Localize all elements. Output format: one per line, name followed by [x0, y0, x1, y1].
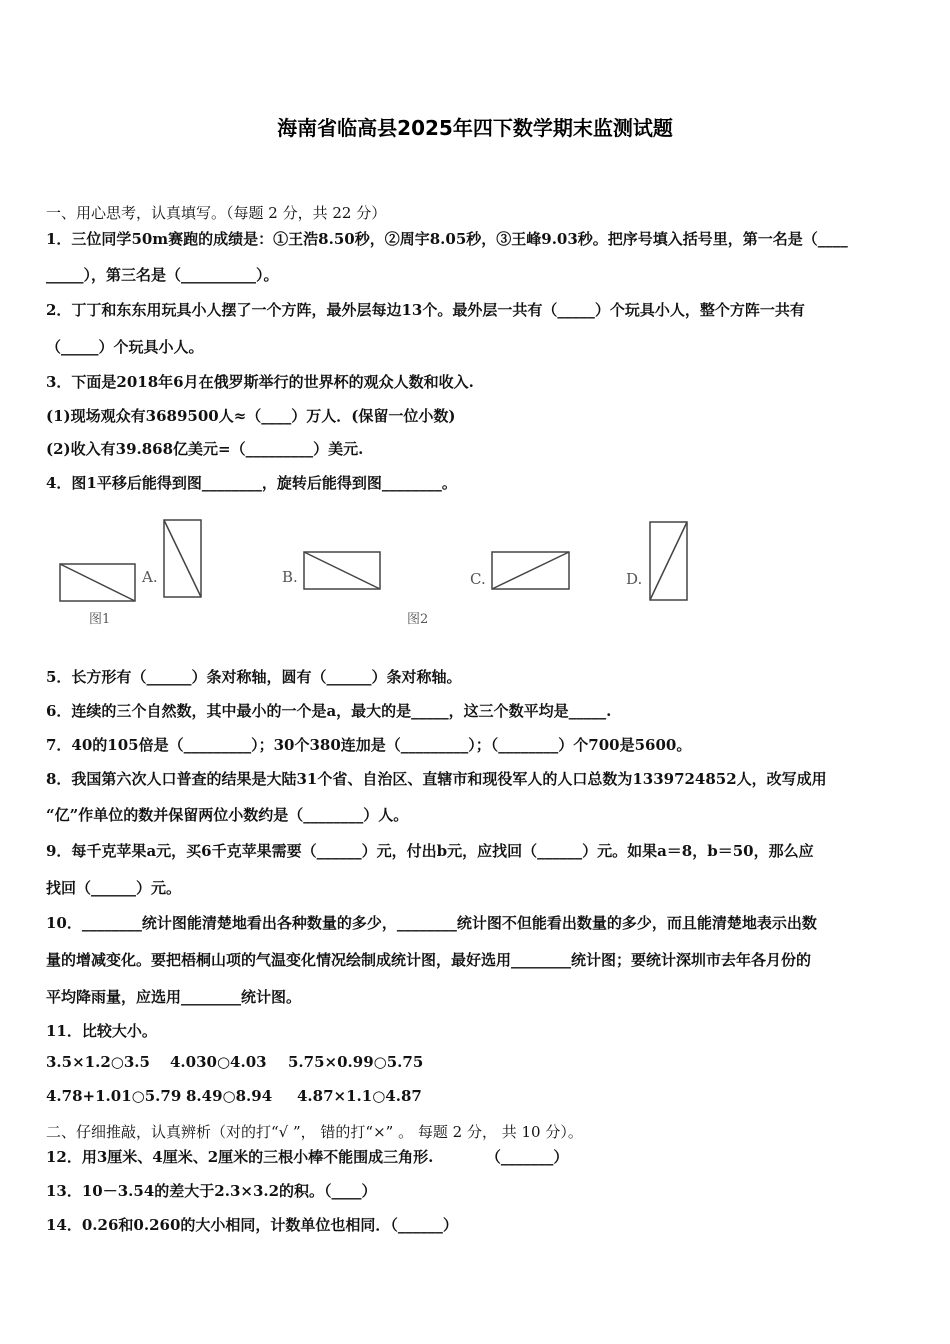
compare-item: 8.49○8.94	[186, 1087, 273, 1105]
section-heading-2: 二、仔细推敲，认真辨析（对的打“√ ”， 错的打“×” 。 每题 2 分， 共 10 分）。	[46, 1123, 583, 1141]
question-11: 11．比较大小。	[46, 1022, 157, 1040]
question-13: 13．10－3.54的差大于2.3×3.2的积。（____）	[46, 1182, 377, 1200]
question-14: 14．0.26和0.260的大小相同，计数单位也相同．（______）	[46, 1216, 458, 1234]
figure-1-diagonal	[60, 564, 135, 601]
option-b-diagonal	[304, 552, 380, 589]
question-10-line-2: 量的增减变化。要把梧桐山项的气温变化情况绘制成统计图，最好选用________统计图；要统计深圳市去年各月份的	[46, 951, 812, 969]
question-2-line-2: （_____）个玩具小人。	[46, 338, 204, 356]
question-10-line-3: 平均降雨量，应选用________统计图。	[46, 988, 302, 1006]
page-title: 海南省临高县2025年四下数学期末监测试题	[277, 116, 673, 140]
option-b-label: B.	[282, 568, 298, 586]
question-3: 3．下面是2018年6月在俄罗斯举行的世界杯的观众人数和收入.	[46, 373, 474, 391]
question-12: 12．用3厘米、4厘米、2厘米的三根小棒不能围成三角形. （_______）	[46, 1148, 569, 1166]
question-5: 5．长方形有（______）条对称轴，圆有（______）条对称轴。	[46, 668, 462, 686]
question-8-line-2: “亿”作单位的数并保留两位小数约是（________）人。	[46, 806, 409, 824]
figure-1-caption: 图1	[89, 612, 111, 627]
option-d-label: D.	[626, 570, 643, 588]
compare-item: 4.78+1.01○5.79	[46, 1087, 182, 1105]
question-3-part-2: (2)收入有39.868亿美元=（_________）美元.	[46, 440, 364, 458]
question-1-line-1: 1．三位同学50m赛跑的成绩是：①王浩8.50秒，②周宇8.05秒，③王峰9.03秒。把序号填入括号里，第一名是（____	[46, 230, 848, 248]
question-1-line-2: _____），第三名是（__________）。	[46, 266, 279, 284]
option-c-diagonal	[492, 552, 569, 589]
option-d-diagonal	[650, 522, 687, 600]
option-a-label: A.	[142, 568, 158, 586]
compare-item: 4.030○4.03	[170, 1053, 267, 1071]
compare-item: 3.5×1.2○3.5	[46, 1053, 150, 1071]
question-8-line-1: 8．我国第六次人口普查的结果是大陆31个省、自治区、直辖市和现役军人的人口总数为1339724852人，改写成用	[46, 770, 827, 788]
question-6: 6．连续的三个自然数，其中最小的一个是a，最大的是_____，这三个数平均是_____.	[46, 702, 612, 720]
figure-2-caption: 图2	[407, 612, 429, 627]
section-heading-1: 一、用心思考，认真填写。（每题 2 分，共 22 分）	[46, 204, 387, 222]
option-a-diagonal	[164, 520, 201, 597]
question-3-part-1: (1)现场观众有3689500人≈（____）万人．(保留一位小数)	[46, 407, 456, 425]
question-4: 4．图1平移后能得到图________，旋转后能得到图________。	[46, 474, 457, 492]
question-7: 7．40的105倍是（_________）；30个380连加是（_________）；（________）个700是5600。	[46, 736, 692, 754]
question-2-line-1: 2．丁丁和东东用玩具小人摆了一个方阵，最外层每边13个。最外层一共有（_____）个玩具小人，整个方阵一共有	[46, 301, 805, 319]
compare-item: 5.75×0.99○5.75	[288, 1053, 424, 1071]
rectangle-transform-figure	[46, 512, 746, 637]
question-9-line-1: 9．每千克苹果a元，买6千克苹果需要（______）元，付出b元，应找回（______）元。如果a＝8，b＝50，那么应	[46, 842, 814, 860]
compare-item: 4.87×1.1○4.87	[297, 1087, 422, 1105]
option-c-label: C.	[470, 570, 486, 588]
question-10-line-1: 10．________统计图能清楚地看出各种数量的多少，________统计图不但能看出数量的多少，而且能清楚地表示出数	[46, 914, 817, 932]
question-9-line-2: 找回（______）元。	[46, 879, 182, 897]
